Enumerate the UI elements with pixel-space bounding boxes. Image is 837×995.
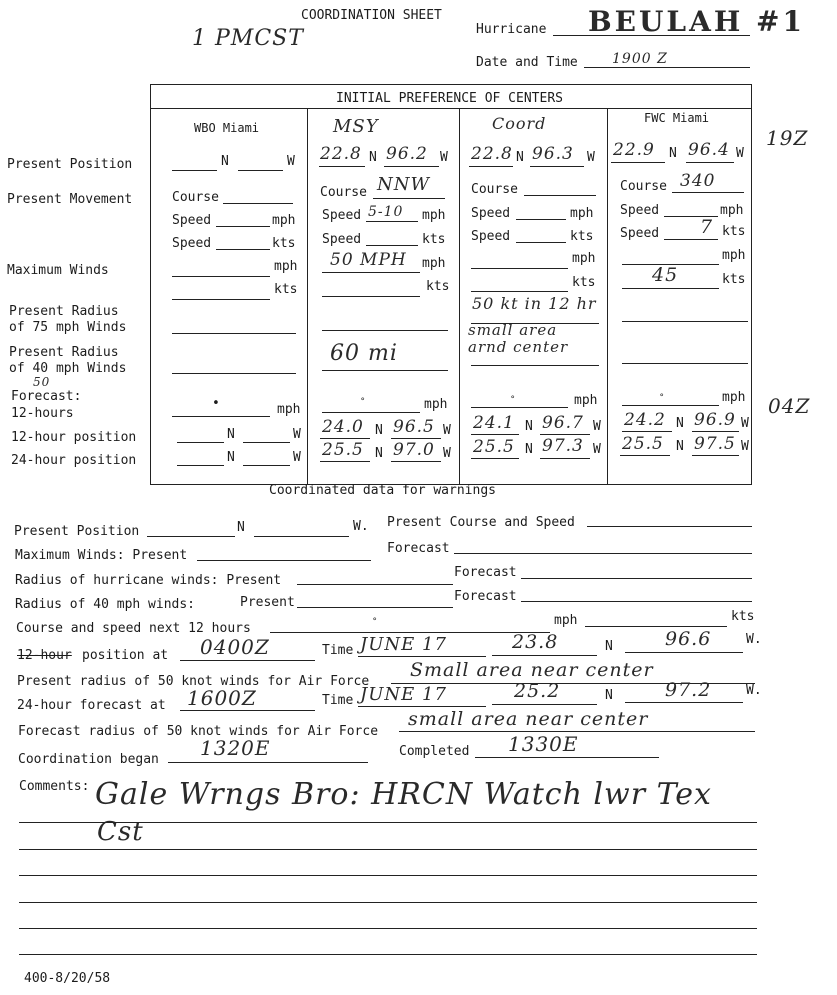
fwc-speed-kts-line [664, 239, 718, 240]
column-header-coord: Coord [492, 114, 547, 133]
msy-12h-lat-line [320, 438, 370, 439]
cd-time-label-1: Time [322, 643, 354, 658]
column-header-fwc: FWC Miami [644, 111, 710, 125]
cd-pos12-lon-line [625, 652, 743, 653]
cd-pos24-lat-line [492, 704, 597, 705]
wbo-forecast-mph-unit: mph [277, 402, 301, 417]
fwc-maxwind-mph-unit: mph [722, 248, 746, 263]
coord-mph-unit: mph [570, 206, 594, 221]
cd-coord-began-line [168, 762, 368, 763]
coord-24h-w-unit: W [593, 442, 601, 457]
wbo-course-label: Course [172, 190, 219, 205]
msy-forecast-degree: ° [360, 397, 366, 407]
fwc-speed-mph-label: Speed [620, 203, 660, 218]
msy-24h-lon-value: 97.0 [393, 440, 435, 460]
fwc-forecast-line [622, 405, 719, 406]
msy-speed-kts-label: Speed [322, 232, 362, 247]
cd-pos12-date-line [358, 656, 486, 657]
wbo-speed-mph-line [216, 226, 270, 227]
cd-max-winds-forecast-line [454, 553, 752, 554]
coord-lon-value: 96.3 [532, 144, 574, 164]
msy-12h-lat-value: 24.0 [322, 417, 364, 437]
fwc-w-unit: W [736, 146, 744, 161]
coord-lon-line [530, 166, 584, 167]
comment-line-1: Gale Wrngs Bro: HRCN Watch lwr Tex [95, 777, 712, 812]
wbo-24h-lat-line [177, 465, 224, 466]
table-title: INITIAL PREFERENCE OF CENTERS [336, 91, 563, 106]
wbo-12h-lat-line [177, 442, 224, 443]
msy-radius-40-line [322, 370, 448, 371]
wbo-maxwind-kts-line [172, 299, 270, 300]
coord-12h-lat-value: 24.1 [473, 413, 515, 433]
fwc-lat-value: 22.9 [613, 140, 655, 160]
msy-course-value: NNW [377, 174, 431, 195]
msy-12h-lon-value: 96.5 [393, 417, 435, 437]
cd-pos12-lon: 96.6 [665, 628, 712, 650]
wbo-maxwind-mph-line [172, 276, 270, 277]
fwc-12h-lon-value: 96.9 [694, 410, 736, 430]
msy-12h-lon-line [391, 438, 441, 439]
fwc-24h-w-unit: W [741, 439, 749, 454]
coord-radius-75-note-2: small area [468, 321, 558, 339]
cd-completed-line [475, 757, 659, 758]
column-header-msy: MSY [333, 116, 379, 137]
wbo-24h-n-unit: N [227, 450, 235, 465]
cd-max-winds-label: Maximum Winds: Present [15, 548, 188, 563]
fwc-12h-lat-line [622, 431, 672, 432]
table-title-divider [150, 108, 751, 109]
msy-n-unit: N [369, 150, 377, 165]
cd-radius-hurricane-line [297, 584, 453, 585]
wbo-n-unit: N [221, 154, 229, 169]
msy-radius-40-value: 60 mi [330, 341, 398, 366]
cd-lat-line [147, 536, 235, 537]
coord-forecast-line [471, 407, 568, 408]
coord-12h-n-unit: N [525, 419, 533, 434]
fwc-speed-kts-value: 7 [700, 216, 714, 238]
comments-label: Comments: [19, 779, 90, 794]
cd-pos24-n-unit: N [605, 688, 613, 703]
msy-mph-unit: mph [422, 208, 446, 223]
coord-12h-lat-line [471, 434, 519, 435]
cd-pos24-lat: 25.2 [514, 680, 561, 702]
coord-radius-75-note-3: arnd center [468, 338, 569, 356]
coord-forecast-degree: ° [510, 395, 516, 405]
coord-kts-unit: kts [570, 229, 594, 244]
cd-coord-began-value: 1320E [200, 736, 271, 760]
msy-24h-lon-line [391, 461, 441, 462]
comment-line-2: Cst [97, 817, 144, 847]
coord-speed-mph-line [516, 219, 566, 220]
cd-pos12-lat-line [492, 655, 597, 656]
msy-maxwind-mph-unit: mph [422, 256, 446, 271]
right-margin-note-2: 04Z [768, 394, 811, 418]
right-margin-note-1: 19Z [766, 126, 809, 150]
cd-radius-40-forecast-line [521, 601, 752, 602]
fwc-n-unit: N [669, 146, 677, 161]
fwc-course-label: Course [620, 179, 667, 194]
fwc-forecast-degree: ° [659, 393, 665, 403]
form-number: 400-8/20/58 [24, 971, 111, 986]
column-header-wbo: WBO Miami [194, 121, 260, 135]
wbo-lon-line [238, 170, 283, 171]
coord-course-label: Course [471, 182, 518, 197]
fwc-speed-kts-label: Speed [620, 226, 660, 241]
wbo-speed-kts-label: Speed [172, 236, 212, 251]
msy-12h-w-unit: W [443, 423, 451, 438]
cd-radius-40-forecast-label: Forecast [454, 589, 517, 604]
msy-12h-n-unit: N [375, 423, 383, 438]
cd-pos24-date: JUNE 17 [360, 684, 447, 705]
wbo-maxwind-kts-unit: kts [274, 282, 298, 297]
cd-course-next-label: Course and speed next 12 hours [16, 621, 251, 636]
label-radius-40-correction: 50 [33, 375, 51, 389]
coordinated-heading: Coordinated data for warnings [269, 483, 496, 498]
label-radius-75-line1: Present Radius [9, 304, 119, 319]
msy-speed-mph-line [366, 221, 418, 222]
msy-forecast-mph-unit: mph [424, 397, 448, 412]
cd-position-time-value: 0400Z [200, 635, 270, 659]
cd-pos24-date-line [358, 706, 486, 707]
msy-24h-w-unit: W [443, 446, 451, 461]
cd-present-radius-50-label: Present radius of 50 knot winds for Air Force [17, 674, 370, 689]
fwc-12h-lat-value: 24.2 [624, 410, 666, 430]
hurricane-name: BEULAH #1 [588, 5, 805, 38]
cd-lon-line [254, 536, 349, 537]
coord-lat-line [469, 166, 513, 167]
coord-24h-lon-value: 97.3 [542, 436, 584, 456]
wbo-w-unit: W [287, 154, 295, 169]
fwc-mph-unit: mph [720, 203, 744, 218]
msy-radius-75-line [322, 330, 448, 331]
cd-course-next-line [270, 632, 550, 633]
comment-rule-6 [19, 954, 757, 955]
cd-pos12-date: JUNE 17 [360, 634, 447, 655]
msy-lon-value: 96.2 [386, 144, 428, 164]
cd-completed-value: 1330E [508, 732, 579, 756]
margin-time-note: 1 PMCST [192, 26, 304, 51]
cd-pos12-lat: 23.8 [512, 631, 559, 653]
wbo-12h-w-unit: W [293, 427, 301, 442]
cd-radius-hurricane-forecast-line [521, 578, 752, 579]
cd-position-time-line [180, 660, 315, 661]
cd-course-next-mph-unit: mph [554, 613, 578, 628]
column-divider-3 [607, 108, 608, 484]
msy-24h-lat-value: 25.5 [322, 440, 364, 460]
cd-present-position-label: Present Position [14, 524, 140, 539]
cd-course-next-kts-unit: kts [731, 609, 755, 624]
column-divider-2 [459, 108, 460, 484]
fwc-forecast-mph-unit: mph [722, 390, 746, 405]
label-radius-40-line1: Present Radius [9, 345, 119, 360]
form-title: COORDINATION SHEET [301, 8, 442, 23]
msy-course-line [373, 198, 445, 199]
coord-radius-75-line [471, 323, 599, 324]
coord-speed-mph-label: Speed [471, 206, 511, 221]
label-radius-75-line2: of 75 mph Winds [9, 320, 127, 335]
datetime-line [584, 67, 750, 68]
coord-forecast-mph-unit: mph [574, 393, 598, 408]
cd-12h-struck-label: 12-hour [17, 648, 72, 663]
fwc-maxwind-kts-line [622, 288, 719, 289]
cd-forecast-radius-50-label: Forecast radius of 50 knot winds for Air Force [18, 724, 379, 739]
fwc-lat-line [611, 162, 665, 163]
msy-course-label: Course [320, 185, 367, 200]
cd-radius-hurricane-label: Radius of hurricane winds: Present [15, 573, 282, 588]
coord-12h-w-unit: W [593, 419, 601, 434]
coord-24h-lat-value: 25.5 [473, 437, 515, 457]
cd-pos24-w-unit: W. [746, 683, 762, 698]
label-radius-40-line2: of 40 mph Winds [9, 361, 127, 376]
fwc-lon-line [686, 162, 734, 163]
msy-speed-mph-label: Speed [322, 208, 362, 223]
cd-course-next-degree: ° [372, 617, 378, 627]
cd-max-winds-line [197, 560, 371, 561]
wbo-24h-lon-line [243, 465, 290, 466]
wbo-12h-n-unit: N [227, 427, 235, 442]
msy-maxwind-kts-line [322, 296, 420, 297]
wbo-speed-kts-line [216, 249, 270, 250]
msy-lat-value: 22.8 [320, 144, 362, 164]
comment-rule-4 [19, 902, 757, 903]
fwc-12h-n-unit: N [676, 416, 684, 431]
hurricane-line [553, 35, 750, 36]
wbo-24h-w-unit: W [293, 450, 301, 465]
wbo-mph-unit: mph [272, 213, 296, 228]
cd-time-label-2: Time [322, 693, 354, 708]
cd-course-next-kts-line [585, 626, 727, 627]
msy-forecast-line [322, 412, 420, 413]
label-present-movement: Present Movement [7, 192, 133, 207]
msy-lat-line [319, 166, 365, 167]
cd-forecast-24-time: 1600Z [187, 686, 257, 710]
wbo-radius-40-line [172, 373, 296, 374]
comment-rule-5 [19, 928, 757, 929]
wbo-forecast-degree: • [212, 396, 220, 411]
fwc-24h-lon-value: 97.5 [694, 434, 736, 454]
msy-lon-line [384, 166, 439, 167]
fwc-maxwind-kts-value: 45 [652, 264, 679, 286]
fwc-radius-40-line [622, 363, 748, 364]
cd-forecast-24-label: 24-hour forecast at [17, 698, 166, 713]
cd-max-winds-forecast-label: Forecast [387, 541, 450, 556]
coord-radius-40-line [471, 365, 599, 366]
cd-pos12-n-unit: N [605, 639, 613, 654]
msy-maxwind-value: 50 MPH [330, 250, 407, 270]
label-forecast-12h: 12-hours [11, 406, 74, 421]
wbo-12h-lon-line [243, 442, 290, 443]
cd-pos12-w-unit: W. [746, 632, 762, 647]
msy-kts-unit: kts [422, 232, 446, 247]
fwc-course-line [672, 192, 744, 193]
label-12h-position: 12-hour position [11, 430, 137, 445]
wbo-kts-unit: kts [272, 236, 296, 251]
cd-present-course-label: Present Course and Speed [387, 515, 575, 530]
coord-speed-kts-line [516, 242, 566, 243]
cd-pos24-lon: 97.2 [665, 679, 712, 701]
coord-n-unit: N [516, 150, 524, 165]
coord-radius-75-note-1: 50 kt in 12 hr [472, 294, 597, 313]
datetime-value: 1900 Z [612, 51, 668, 67]
label-24h-position: 24-hour position [11, 453, 137, 468]
cd-pos24-lon-line [625, 702, 743, 703]
coord-24h-n-unit: N [525, 442, 533, 457]
coord-12h-lon-line [540, 434, 590, 435]
coord-speed-kts-label: Speed [471, 229, 511, 244]
cd-forecast-radius-50-value: small area near center [408, 708, 649, 730]
coord-maxwind-kts-line [471, 291, 568, 292]
coord-w-unit: W [587, 150, 595, 165]
cd-radius-40-present-label: Present [240, 595, 295, 610]
cd-coord-began-label: Coordination began [18, 752, 159, 767]
wbo-maxwind-mph-unit: mph [274, 259, 298, 274]
cd-completed-label: Completed [399, 744, 470, 759]
comment-rule-3 [19, 875, 757, 876]
fwc-course-value: 340 [680, 171, 716, 191]
fwc-lon-value: 96.4 [688, 140, 730, 160]
fwc-24h-n-unit: N [676, 439, 684, 454]
msy-speed-kts-line [366, 245, 418, 246]
msy-maxwind-mph-line [322, 272, 420, 273]
coord-course-line [524, 195, 596, 196]
msy-w-unit: W [440, 150, 448, 165]
wbo-radius-75-line [172, 333, 296, 334]
cd-n-unit: N [237, 520, 245, 535]
msy-24h-n-unit: N [375, 446, 383, 461]
comment-rule-2 [19, 849, 757, 850]
fwc-24h-lat-line [620, 455, 670, 456]
label-maximum-winds: Maximum Winds [7, 263, 109, 278]
coord-24h-lon-line [540, 458, 590, 459]
cd-radius-hurricane-forecast-label: Forecast [454, 565, 517, 580]
hurricane-label: Hurricane [476, 22, 547, 37]
label-forecast: Forecast: [11, 389, 82, 404]
msy-maxwind-kts-unit: kts [426, 279, 450, 294]
fwc-maxwind-kts-unit: kts [722, 272, 746, 287]
fwc-24h-lat-value: 25.5 [622, 434, 664, 454]
comment-rule-1 [19, 822, 757, 823]
cd-forecast-24-time-line [180, 710, 315, 711]
wbo-speed-mph-label: Speed [172, 213, 212, 228]
cd-w-unit: W. [353, 519, 369, 534]
wbo-forecast-line [172, 416, 270, 417]
fwc-kts-unit: kts [722, 224, 746, 239]
cd-radius-40-line [297, 607, 453, 608]
msy-speed-mph-value: 5-10 [368, 204, 404, 220]
column-divider-1 [307, 108, 308, 484]
label-present-position: Present Position [7, 157, 133, 172]
fwc-radius-75-line [622, 321, 748, 322]
coord-maxwind-mph-unit: mph [572, 251, 596, 266]
wbo-course-line [223, 203, 293, 204]
datetime-label: Date and Time [476, 55, 578, 70]
coord-lat-value: 22.8 [471, 144, 513, 164]
fwc-24h-lon-line [692, 455, 739, 456]
fwc-12h-lon-line [692, 431, 739, 432]
cd-position-at-label: position at [82, 648, 169, 663]
cd-present-radius-50-value: Small area near center [410, 659, 654, 681]
fwc-12h-w-unit: W [741, 416, 749, 431]
coord-12h-lon-value: 96.7 [542, 413, 584, 433]
msy-24h-lat-line [320, 461, 370, 462]
wbo-lat-line [172, 170, 217, 171]
cd-radius-40-label: Radius of 40 mph winds: [15, 597, 196, 612]
coord-24h-lat-line [471, 458, 519, 459]
coord-maxwind-kts-unit: kts [572, 275, 596, 290]
cd-present-course-line [587, 526, 752, 527]
coord-maxwind-mph-line [471, 268, 568, 269]
